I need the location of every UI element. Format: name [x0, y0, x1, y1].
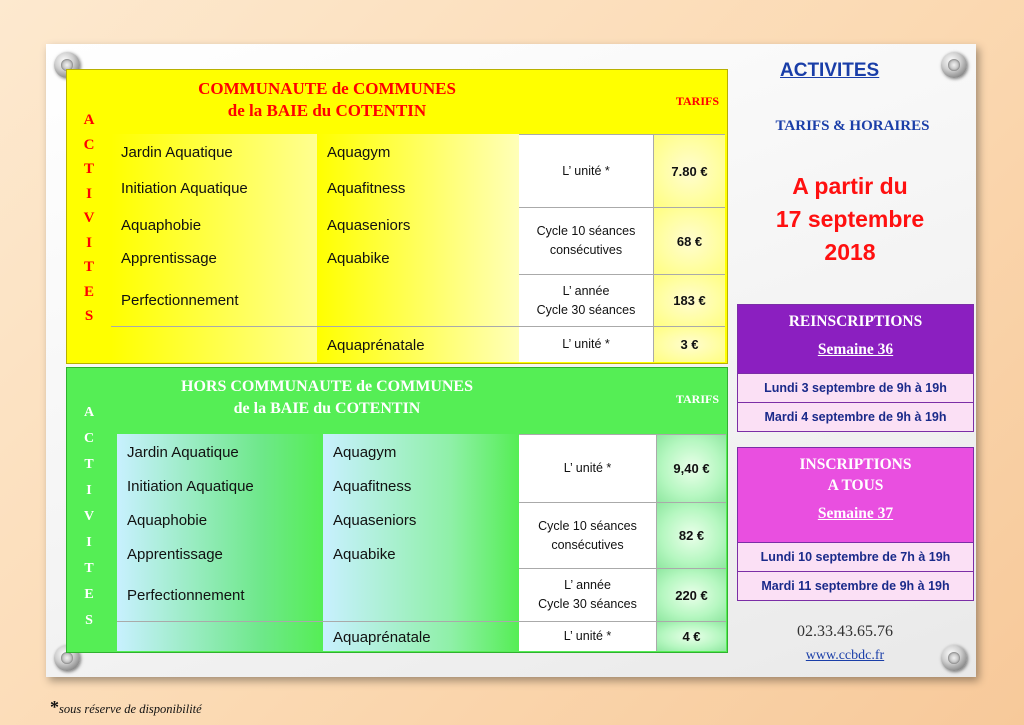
- footnote-star: *: [50, 697, 59, 717]
- tarifs-label: TARIFS: [675, 392, 719, 406]
- activities-right-column: [323, 434, 519, 651]
- inscriptions-box: [737, 447, 974, 601]
- activity-item: Initiation Aquatique: [121, 180, 248, 197]
- activity-item: Aquafitness: [327, 180, 406, 197]
- phone-number: 02.33.43.65.76: [797, 623, 893, 640]
- rate-label: L’ année Cycle 30 séances: [519, 274, 653, 326]
- price-value: 4 €: [656, 621, 726, 651]
- activity-item: Aquaseniors: [333, 512, 417, 529]
- rate-label: Cycle 10 séances consécutives: [519, 502, 656, 568]
- schedule-line: Mardi 11 septembre de 9h à 19h: [738, 571, 973, 600]
- schedule-line: Mardi 4 septembre de 9h à 19h: [738, 402, 973, 431]
- rate-label: L’ année Cycle 30 séances: [519, 568, 656, 621]
- activity-item: Perfectionnement: [121, 292, 239, 309]
- footnote: [50, 697, 202, 718]
- price-value: 9,40 €: [656, 434, 726, 502]
- schedule-line: Lundi 3 septembre de 9h à 19h: [738, 373, 973, 402]
- activity-item: Aquagym: [327, 144, 391, 161]
- activity-item: Aquaseniors: [327, 217, 411, 234]
- screw-icon: [941, 645, 967, 671]
- reinscriptions-header: REINSCRIPTIONS Semaine 36: [738, 305, 973, 373]
- activity-item: Jardin Aquatique: [127, 444, 239, 461]
- tarifs-horaires-subtitle: TARIFS & HORAIRES: [775, 118, 930, 134]
- rate-label: L’ unité *: [519, 326, 653, 362]
- activity-item: Aquaphobie: [121, 217, 202, 234]
- activites-title: ACTIVITES: [780, 60, 880, 81]
- activity-item: Aquabike: [327, 250, 390, 267]
- activity-item: Initiation Aquatique: [127, 478, 254, 495]
- price-value: 3 €: [653, 326, 725, 362]
- section-heading: HORS COMMUNAUTE de COMMUNES de la BAIE du COTENTIN: [181, 378, 473, 417]
- activity-item: Apprentissage: [121, 250, 217, 267]
- activity-item: Aquagym: [333, 444, 397, 461]
- activity-item: Aquaphobie: [127, 512, 208, 529]
- activities-left-column: [111, 134, 317, 362]
- section-hors-ccbdc: [66, 367, 728, 653]
- tarifs-label: TARIFS: [675, 94, 719, 108]
- rate-label: Cycle 10 séances consécutives: [519, 207, 653, 274]
- activity-item: Aquafitness: [333, 478, 412, 495]
- rate-label: L’ unité *: [519, 434, 656, 502]
- section-ccbdc: [66, 69, 728, 364]
- price-value: 82 €: [656, 502, 726, 568]
- vertical-activites: A C T I V I T E S: [83, 405, 95, 628]
- price-value: 7.80 €: [653, 134, 725, 207]
- start-date: A partir du 17 septembre 2018: [775, 173, 925, 265]
- activity-item: Jardin Aquatique: [121, 144, 233, 161]
- activities-right-column: [317, 134, 519, 362]
- section-heading: COMMUNAUTE de COMMUNES de la BAIE du COTENTIN: [198, 79, 456, 120]
- website-link[interactable]: www.ccbdc.fr: [805, 648, 885, 663]
- footnote-text: sous réserve de disponibilité: [59, 702, 202, 716]
- activity-item: Aquaprénatale: [333, 629, 431, 646]
- activity-item: Aquaprénatale: [327, 337, 425, 354]
- vertical-activites: A C T I V I T E S: [83, 112, 95, 324]
- row-divider: [111, 326, 519, 327]
- activity-item: Perfectionnement: [127, 587, 245, 604]
- price-value: 68 €: [653, 207, 725, 274]
- row-divider: [117, 621, 519, 622]
- activities-left-column: [117, 434, 323, 651]
- price-value: 220 €: [656, 568, 726, 621]
- price-value: 183 €: [653, 274, 725, 326]
- activity-item: Apprentissage: [127, 546, 223, 563]
- reinscriptions-box: [737, 304, 974, 432]
- rate-label: L’ unité *: [519, 621, 656, 651]
- schedule-line: Lundi 10 septembre de 7h à 19h: [738, 542, 973, 571]
- activity-item: Aquabike: [333, 546, 396, 563]
- rate-label: L’ unité *: [519, 134, 653, 207]
- inscriptions-header: INSCRIPTIONS A TOUS Semaine 37: [738, 448, 973, 542]
- screw-icon: [941, 52, 967, 78]
